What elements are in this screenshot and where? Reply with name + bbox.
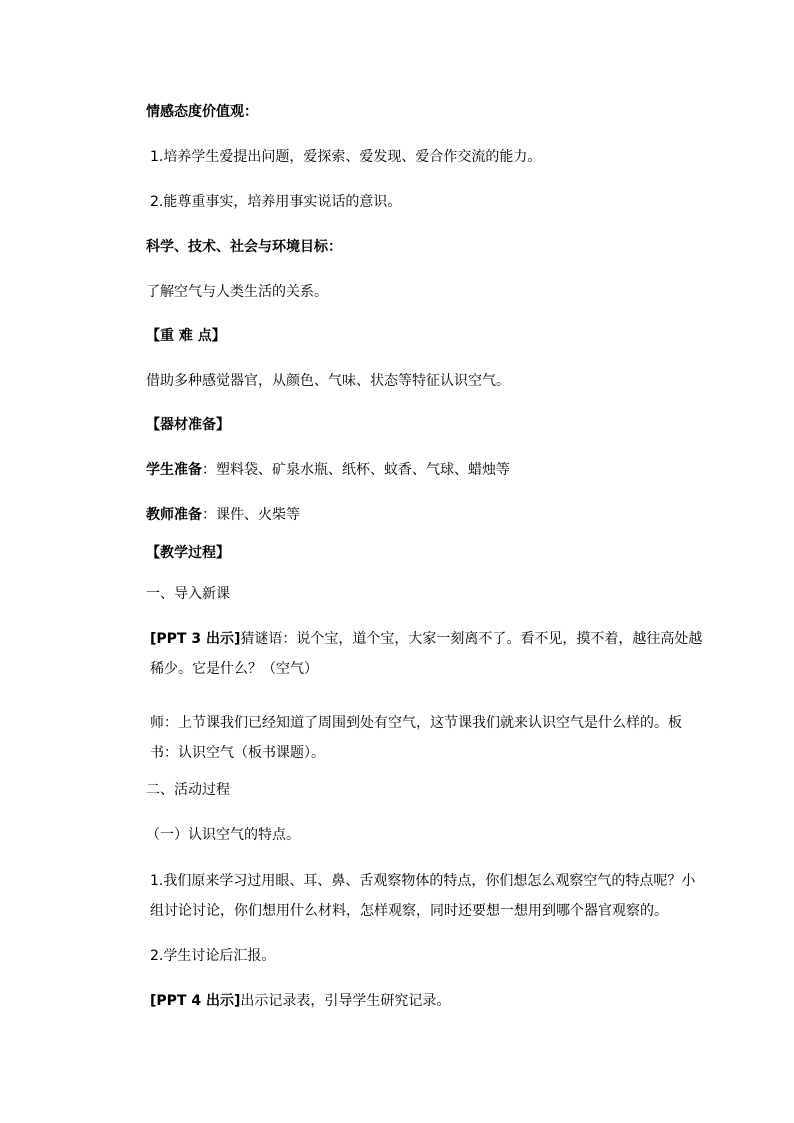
paragraph-teacher-materials bbox=[146, 506, 706, 524]
heading-sts: 科学、技术、社会与环境目标： bbox=[146, 239, 342, 255]
ppt3-label: [PPT 3 出示] bbox=[150, 631, 241, 647]
paragraph-activity-2: 2.学生讨论后汇报。 bbox=[150, 948, 276, 964]
section-activity: 二、活动过程 bbox=[146, 782, 230, 798]
teacher-materials-text: ：课件、火柴等 bbox=[202, 507, 300, 523]
student-materials-label: 学生准备 bbox=[146, 462, 202, 478]
ppt3-text: 猜谜语：说个宝，道个宝，大家一刻离不了。看不见，摸不着，越往高处越稀少。它是什么？（空气） bbox=[150, 631, 703, 677]
ppt4-text: 出示记录表，引导学生研究记录。 bbox=[240, 993, 451, 1009]
heading-emotion: 情感态度价值观： bbox=[146, 104, 258, 120]
heading-process: 【教学过程】 bbox=[146, 545, 230, 561]
subsection-air-features: （一）认识空气的特点。 bbox=[146, 827, 300, 843]
student-materials-text: ：塑料袋、矿泉水瓶、纸杯、蚊香、气球、蜡烛等 bbox=[202, 462, 510, 478]
heading-materials: 【器材准备】 bbox=[146, 417, 230, 433]
paragraph-emotion-1: 1.培养学生爱提出问题，爱探索、爱发现、爱合作交流的能力。 bbox=[150, 149, 542, 165]
paragraph-student-materials bbox=[146, 461, 706, 479]
teacher-materials-label: 教师准备 bbox=[146, 507, 202, 523]
paragraph-key-points: 借助多种感觉器官，从颜色、气味、状态等特征认识空气。 bbox=[146, 373, 510, 389]
heading-key-points: 【重 难 点】 bbox=[146, 328, 226, 344]
paragraph-teacher-say: 师：上节课我们已经知道了周围到处有空气，这节课我们就来认识空气是什么样的。板书：认识空气（板书课题）。 bbox=[150, 715, 682, 761]
paragraph-ppt3 bbox=[150, 624, 706, 684]
paragraph-ppt4 bbox=[150, 992, 710, 1010]
paragraph-emotion-2: 2.能尊重事实，培养用事实说话的意识。 bbox=[150, 194, 402, 210]
section-intro: 一、导入新课 bbox=[146, 586, 230, 602]
paragraph-activity-1: 1.我们原来学习过用眼、耳、鼻、舌观察物体的特点，你们想怎么观察空气的特点呢？小组讨论讨论，你们想用什么材料，怎样观察，同时还要想一想用到哪个器官观察的。 bbox=[150, 873, 696, 919]
ppt4-label: [PPT 4 出示] bbox=[150, 993, 241, 1009]
paragraph-sts-1: 了解空气与人类生活的关系。 bbox=[146, 284, 328, 300]
